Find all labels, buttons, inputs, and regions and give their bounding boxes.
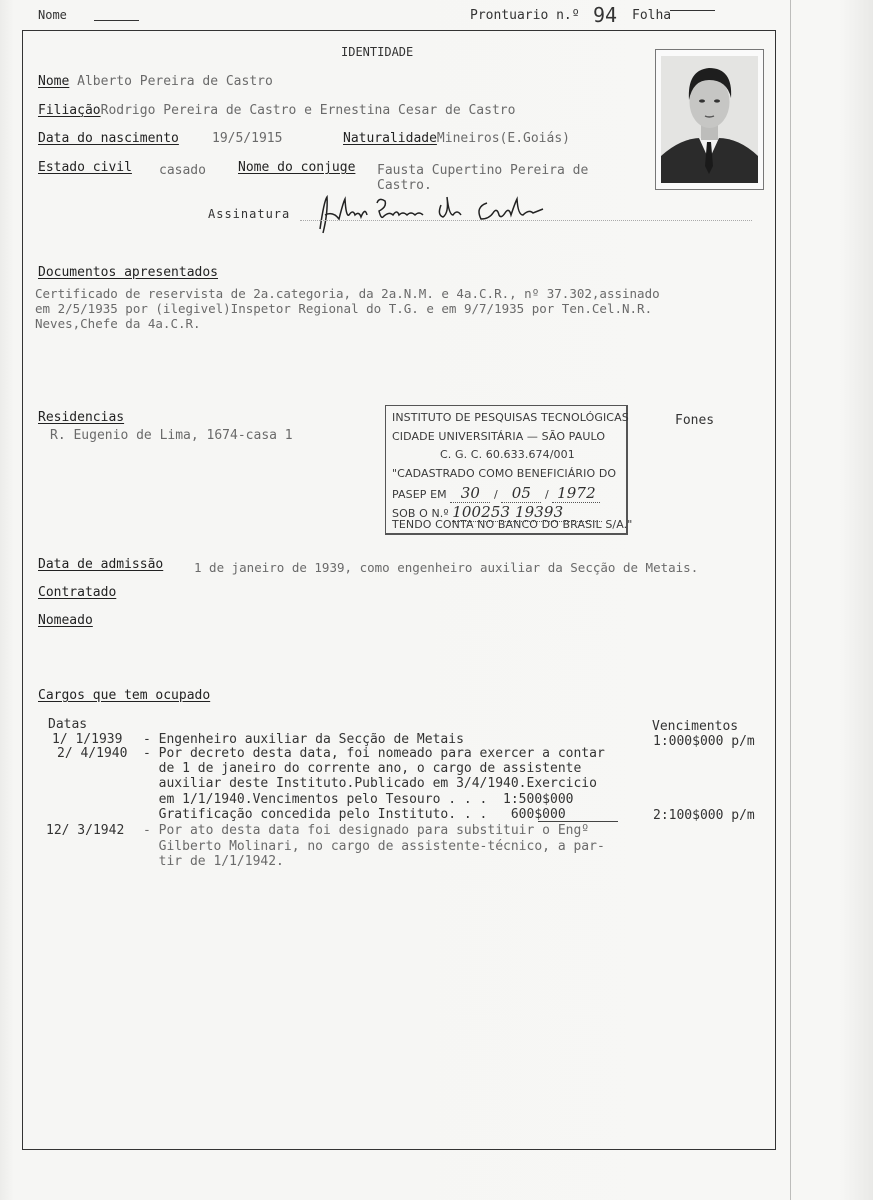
conjuge-label-wrap xyxy=(238,160,355,175)
naturalidade-field xyxy=(343,131,570,146)
stamp-pasep-label: PASEP EM xyxy=(392,488,447,501)
fones-label: Fones xyxy=(675,413,715,428)
header-folha-label: Folha xyxy=(632,8,672,23)
cargos-vencimentos-header: Vencimentos xyxy=(652,719,739,734)
nome-field xyxy=(38,74,273,89)
id-photo-frame xyxy=(655,49,764,190)
cargo-row-1-vencimento: 1:000$000 p/m xyxy=(653,734,755,749)
stamp-line-4: "CADASTRADO COMO BENEFICIÁRIO DO xyxy=(392,467,617,480)
stamp-line-3: C. G. C. 60.633.674/001 xyxy=(440,448,575,461)
stamp-sob-label: SOB O N.º xyxy=(392,507,449,520)
documentos-line-2: em 2/5/1935 por (ilegivel)Inspetor Regional do T.G. e em 9/7/1935 por Ten.Cel.N.R. xyxy=(35,301,653,316)
signature xyxy=(315,193,550,239)
header-nome-line xyxy=(94,20,139,21)
cargos-datas-header: Datas xyxy=(48,717,88,732)
residencias-label-wrap xyxy=(38,410,124,425)
estado-civil-label-wrap xyxy=(38,160,132,175)
filiacao-label: Filiação xyxy=(38,103,101,118)
cargo-row-2-line-3: auxiliar deste Instituto.Publicado em 3/4/1940.Exercicio xyxy=(143,776,597,791)
stamp-pasep-year: 1972 xyxy=(552,484,600,503)
contratado-label-wrap xyxy=(38,585,116,600)
contratado-label: Contratado xyxy=(38,585,117,600)
filiacao-value: Rodrigo Pereira de Castro e Ernestina Cesar de Castro xyxy=(100,103,516,118)
cargo-row-2-line-1: - Por decreto desta data, foi nomeado para exercer a contar xyxy=(143,746,605,761)
conjuge-value-line1: Fausta Cupertino Pereira de xyxy=(377,163,589,178)
stamp-pasep-row: PASEP EM 30 / 05 / 1972 xyxy=(392,484,600,503)
stamp-pasep-day: 30 xyxy=(450,484,490,503)
gratificacao-underline xyxy=(538,821,618,822)
filiacao-field xyxy=(38,103,515,118)
cargos-label-wrap xyxy=(38,688,210,703)
admissao-value: 1 de janeiro de 1939, como engenheiro auxiliar da Secção de Metais. xyxy=(194,560,699,575)
cargo-row-1-date: 1/ 1/1939 xyxy=(52,732,123,747)
estado-civil-value: casado xyxy=(159,163,206,178)
cargo-row-2-line-5: Gratificação concedida pelo Instituto. . . 600$000 xyxy=(143,807,566,822)
header-prontuario-number: 94 xyxy=(593,3,618,27)
nome-label: Nome xyxy=(38,74,70,89)
cargo-row-2-vencimento: 2:100$000 p/m xyxy=(653,808,755,823)
cargo-row-3-line-1: - Por ato desta data foi designado para substituir o Engº xyxy=(143,823,590,838)
residencias-value: R. Eugenio de Lima, 1674-casa 1 xyxy=(50,428,293,443)
signature-line xyxy=(300,220,752,221)
cargo-row-2-line-4: em 1/1/1940.Vencimentos pelo Tesouro . . . 1:500$000 xyxy=(143,792,574,807)
header-folha-line xyxy=(670,10,715,11)
documentos-label: Documentos apresentados xyxy=(38,265,219,280)
documentos-line-1: Certificado de reservista de 2a.categoria, da 2a.N.M. e 4a.C.R., nº 37.302,assinado xyxy=(35,286,660,301)
form-title: IDENTIDADE xyxy=(341,45,414,59)
cargo-row-2-date: 2/ 4/1940 xyxy=(57,746,128,761)
stamp-line-2: CIDADE UNIVERSITÁRIA — SÃO PAULO xyxy=(392,430,606,443)
cargo-row-1-line-1: - Engenheiro auxiliar da Secção de Metais xyxy=(143,732,464,747)
stamp-pasep-month: 05 xyxy=(501,484,541,503)
id-photo xyxy=(661,56,758,183)
documentos-label-wrap xyxy=(38,265,218,280)
cargo-row-3-line-2: Gilberto Molinari, no cargo de assistente-técnico, a par- xyxy=(143,839,605,854)
naturalidade-label: Naturalidade xyxy=(343,131,437,146)
stamp-sob-number: 100253 19393 xyxy=(452,503,602,522)
conjuge-value-line2: Castro. xyxy=(377,178,432,193)
stamp-line-1: INSTITUTO DE PESQUISAS TECNOLÓGICAS xyxy=(392,411,629,424)
nome-value: Alberto Pereira de Castro xyxy=(77,74,273,89)
assinatura-label: Assinatura xyxy=(208,207,291,221)
data-nascimento-label: Data do nascimento xyxy=(38,131,179,146)
cargo-row-3-line-3: tir de 1/1/1942. xyxy=(143,854,284,869)
cargo-row-3-date: 12/ 3/1942 xyxy=(46,823,125,838)
residencias-label: Residencias xyxy=(38,410,125,425)
conjuge-label: Nome do conjuge xyxy=(238,160,356,175)
naturalidade-value: Mineiros(E.Goiás) xyxy=(436,131,570,146)
adjacent-page-edge xyxy=(790,0,792,1200)
nomeado-label: Nomeado xyxy=(38,613,93,628)
stamp-line-7: TENDO CONTA NO BANCO DO BRASIL S/A." xyxy=(392,518,633,531)
admissao-label-wrap xyxy=(38,557,163,572)
admissao-label: Data de admissão xyxy=(38,557,164,572)
estado-civil-label: Estado civil xyxy=(38,160,132,175)
cargos-label: Cargos que tem ocupado xyxy=(38,688,211,703)
documentos-line-3: Neves,Chefe da 4a.C.R. xyxy=(35,316,201,331)
pasep-stamp xyxy=(385,405,633,535)
data-nascimento-value: 19/5/1915 xyxy=(212,131,283,146)
header-prontuario-label: Prontuario n.º xyxy=(470,8,580,23)
cargo-row-2-line-2: de 1 de janeiro do corrente ano, o cargo de assistente xyxy=(143,761,582,776)
nomeado-label-wrap xyxy=(38,613,93,628)
header-nome-label: Nome xyxy=(38,8,67,22)
data-nascimento-field xyxy=(38,131,179,146)
